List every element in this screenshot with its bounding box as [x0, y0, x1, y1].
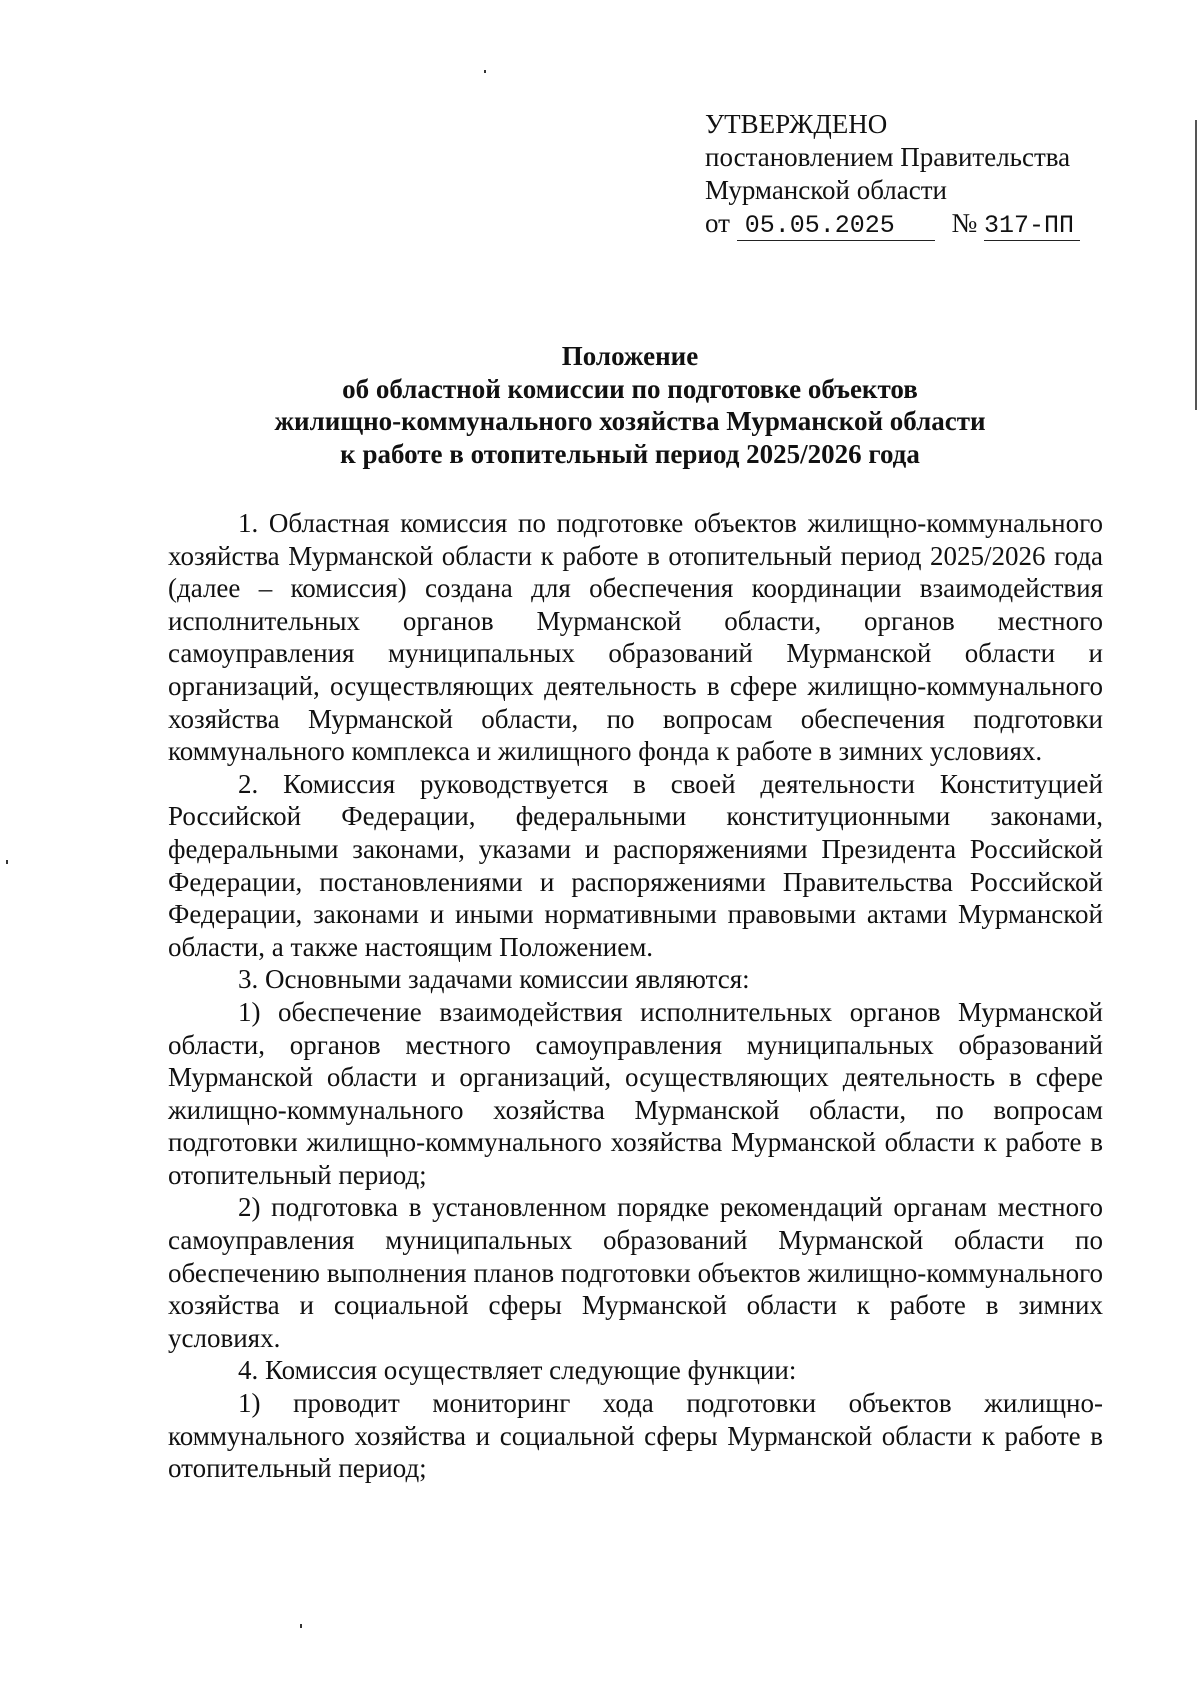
approval-date-line [705, 207, 1080, 241]
resolution-date: 05.05.2025 [737, 212, 935, 241]
paragraph-4: 4. Комиссия осуществляет следующие функции: [238, 1355, 797, 1386]
paragraph-2: 2. Комиссия руководствуется в своей деятельности Конституцией Российской Федерации, федеральными конституционными законами, федеральными законами, указами и распоряжениями Президента Российской Федерации, постановлениями и распоряжениями Правительства Российской Федерации, законами и иными нормативными правовыми актами Мурманской области, а также настоящим Положением. [168, 768, 1103, 962]
scan-edge-line [1195, 120, 1197, 410]
date-prefix: от [705, 208, 730, 238]
paragraph-1: 1. Областная комиссия по подготовке объектов жилищно-коммунального хозяйства Мурманской области к работе в отопительный период 2025/2026 года (далее – комиссия) создана для обеспечения координации взаимодействия исполнительных органов Мурманской области, органов местного самоуправления муниципальных образований Мурманской области и организаций, осуществляющих деятельность в сфере жилищно-коммунального хозяйства Мурманской области, по вопросам обеспечения подготовки коммунального комплекса и жилищного фонда к работе в зимних условиях. [168, 508, 1103, 767]
scan-speck-bottom [300, 1624, 302, 1628]
paragraph-3-item-1: 1) обеспечение взаимодействия исполнительных органов Мурманской области, органов местного самоуправления муниципальных образований Мурманской области и организаций, осуществляющих деятельность в сфере жилищно-коммунального хозяйства Мурманской области, по вопросам подготовки жилищно-коммунального хозяйства Мурманской области к работе в отопительный период; [168, 996, 1103, 1190]
paragraph-3: 3. Основными задачами комиссии являются: [238, 964, 750, 995]
number-prefix: № [951, 208, 978, 238]
document-body [168, 507, 1103, 1485]
scan-speck-top [484, 70, 486, 73]
title-line-4: к работе в отопительный период 2025/2026 года [340, 438, 920, 469]
paragraph-4-item-1: 1) проводит мониторинг хода подготовки объектов жилищно-коммунального хозяйства и социальной сферы Мурманской области к работе в отопительный период; [168, 1388, 1103, 1484]
approval-resolution: постановлением Правительства [705, 142, 1071, 172]
approval-block [705, 108, 1080, 241]
paragraph-3-item-2: 2) подготовка в установленном порядке рекомендаций органам местного самоуправления муниципальных образований Мурманской области по обеспечению выполнения планов подготовки объектов жилищно-коммунального хозяйства и социальной сферы Мурманской области к работе в зимних условиях. [168, 1192, 1103, 1353]
title-line-3: жилищно-коммунального хозяйства Мурманской области [274, 406, 986, 436]
resolution-number: 317-ПП [984, 212, 1080, 241]
title-line-2: об областной комиссии по подготовке объектов [342, 373, 918, 404]
approval-region: Мурманской области [705, 175, 947, 205]
scan-speck-left [6, 860, 8, 864]
title-line-1: Положение [561, 341, 699, 371]
approval-heading: УТВЕРЖДЕНО [705, 109, 888, 139]
document-title [150, 340, 1110, 470]
